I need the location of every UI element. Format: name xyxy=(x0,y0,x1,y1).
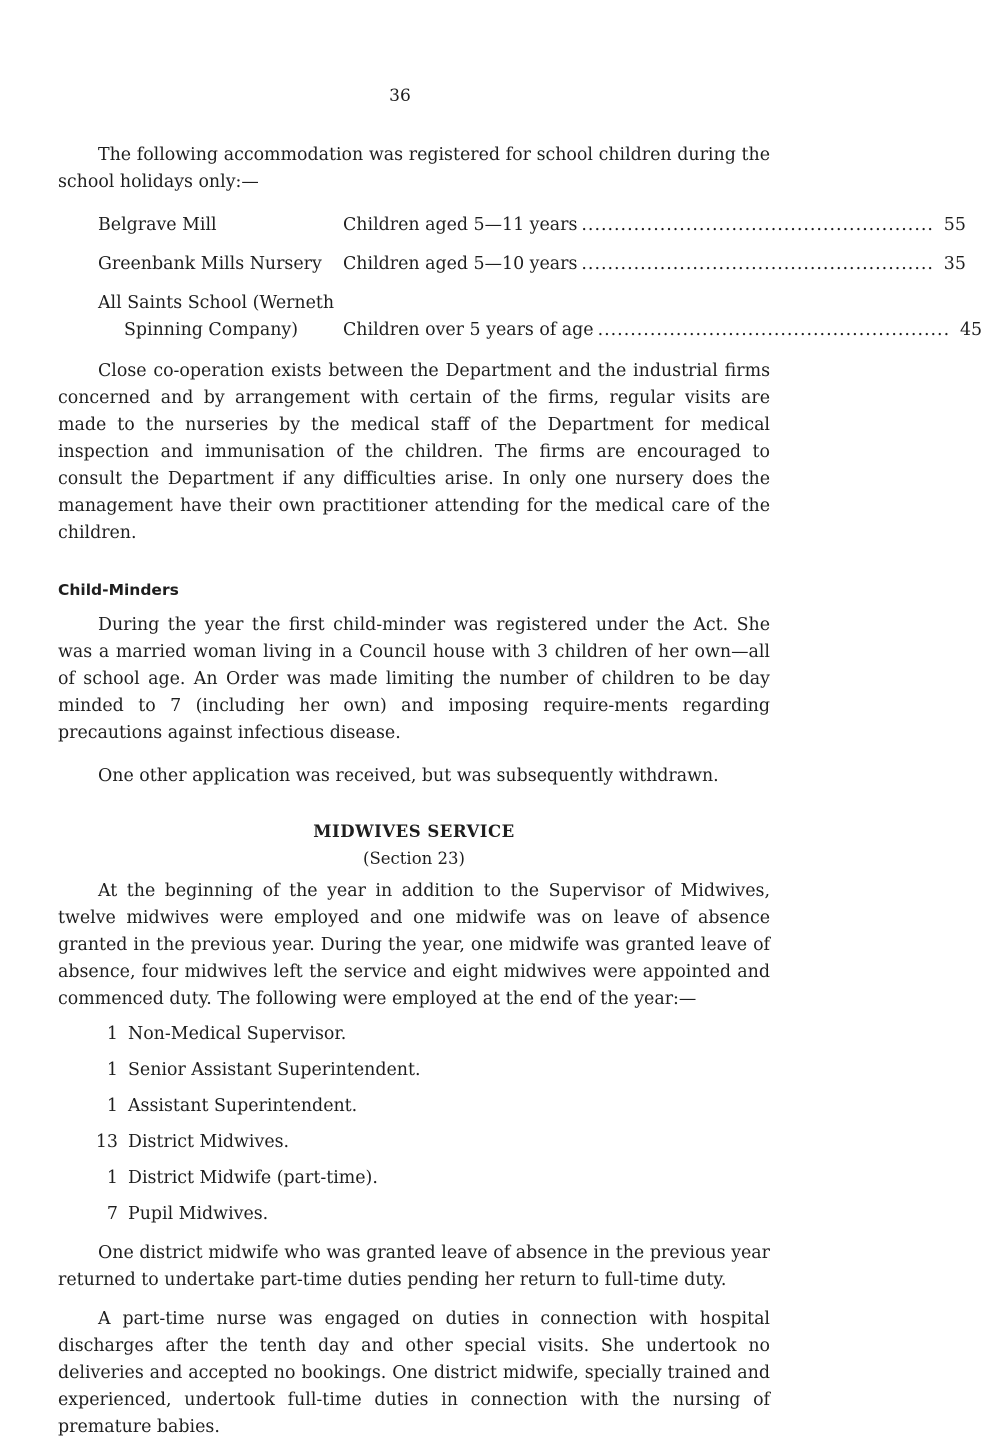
accommodation-row xyxy=(98,212,966,239)
accommodation-place xyxy=(98,212,343,239)
child-minders-paragraph: During the year the first child-minder was registered under the Act. She was a married woman living in a Council house with 3 children of her own—all of school age. An Order was made limiting the number of children to be day minded to 7 (including her own) and imposing require-ments regarding precautions against infectious disease. xyxy=(58,615,770,743)
midwives-paragraph: At the beginning of the year in addition to the Supervisor of Midwives, twelve midwives were employed and one midwife was on leave of absence granted in the previous year. During the year, one midwife was granted leave of absence, four midwives left the service and eight midwives were appointed and commenced duty. The following were employed at the end of the year:— xyxy=(58,881,770,1009)
staff-item xyxy=(58,1201,770,1228)
accommodation-description xyxy=(343,212,966,239)
dot-leader xyxy=(598,317,951,344)
staff-count: 1 xyxy=(106,1168,118,1188)
staff-role: Non-Medical Supervisor. xyxy=(128,1024,347,1044)
staff-item xyxy=(58,1093,770,1120)
staff-role: District Midwives. xyxy=(128,1132,290,1152)
accommodation-description xyxy=(343,251,966,278)
place-name: Belgrave Mill xyxy=(98,215,217,235)
accommodation-row xyxy=(98,251,966,278)
staff-list xyxy=(58,1021,770,1228)
accommodation-place xyxy=(98,251,343,278)
staff-item xyxy=(58,1021,770,1048)
accommodation-table xyxy=(98,212,982,344)
cooperation-paragraph: Close co-operation exists between the Department and the industrial firms concerned and by arrangement with certain of the firms, regular visits are made to the nurseries by the medical staff of the Department for medical inspection and immunisation of the children. The firms are encouraged to consult the Department if any difficulties arise. In only one nursery does the management have their own practitioner attending for the medical care of the children. xyxy=(58,361,770,543)
section-title: MIDWIVES SERVICE xyxy=(313,822,515,841)
child-minders-heading: Child-Minders xyxy=(58,581,179,599)
child-minders-paragraph: One other application was received, but was subsequently withdrawn. xyxy=(98,766,719,786)
child-count: 45 xyxy=(959,320,982,340)
staff-role: Senior Assistant Superintendent. xyxy=(128,1060,421,1080)
child-count: 55 xyxy=(943,215,966,235)
staff-count: 13 xyxy=(95,1132,118,1152)
dot-leader xyxy=(581,212,934,239)
age-description: Children over 5 years of age xyxy=(343,320,594,340)
staff-count: 1 xyxy=(106,1024,118,1044)
place-name: All Saints School (Werneth xyxy=(98,293,335,313)
age-description: Children aged 5—10 years xyxy=(343,254,578,274)
place-name-continued: Spinning Company) xyxy=(124,320,299,340)
staff-role: District Midwife (part-time). xyxy=(128,1168,378,1188)
staff-role: Assistant Superintendent. xyxy=(128,1096,358,1116)
child-count: 35 xyxy=(943,254,966,274)
staff-item xyxy=(58,1057,770,1084)
accommodation-row xyxy=(98,290,982,344)
place-name: Greenbank Mills Nursery xyxy=(98,254,322,274)
accommodation-place xyxy=(98,290,343,344)
page-content xyxy=(58,142,982,1441)
midwives-paragraph: One district midwife who was granted leave of absence in the previous year returned to undertake part-time duties pending her return to full-time duty. xyxy=(58,1243,770,1290)
staff-role: Pupil Midwives. xyxy=(128,1204,269,1224)
staff-count: 1 xyxy=(106,1096,118,1116)
intro-paragraph: The following accommodation was registered for school children during the school holidays only:— xyxy=(58,145,770,192)
page-number: 36 xyxy=(389,86,411,106)
age-description: Children aged 5—11 years xyxy=(343,215,578,235)
staff-count: 7 xyxy=(106,1204,118,1224)
staff-item xyxy=(58,1165,770,1192)
section-subtitle: (Section 23) xyxy=(363,849,465,868)
accommodation-description xyxy=(343,290,982,344)
staff-item xyxy=(58,1129,770,1156)
midwives-paragraph: A part-time nurse was engaged on duties in connection with hospital discharges after the tenth day and other special visits. She undertook no deliveries and accepted no bookings. One district midwife, specially trained and experienced, undertook full-time duties in connection with the nursing of premature babies. xyxy=(58,1309,770,1437)
dot-leader xyxy=(581,251,934,278)
staff-count: 1 xyxy=(106,1060,118,1080)
